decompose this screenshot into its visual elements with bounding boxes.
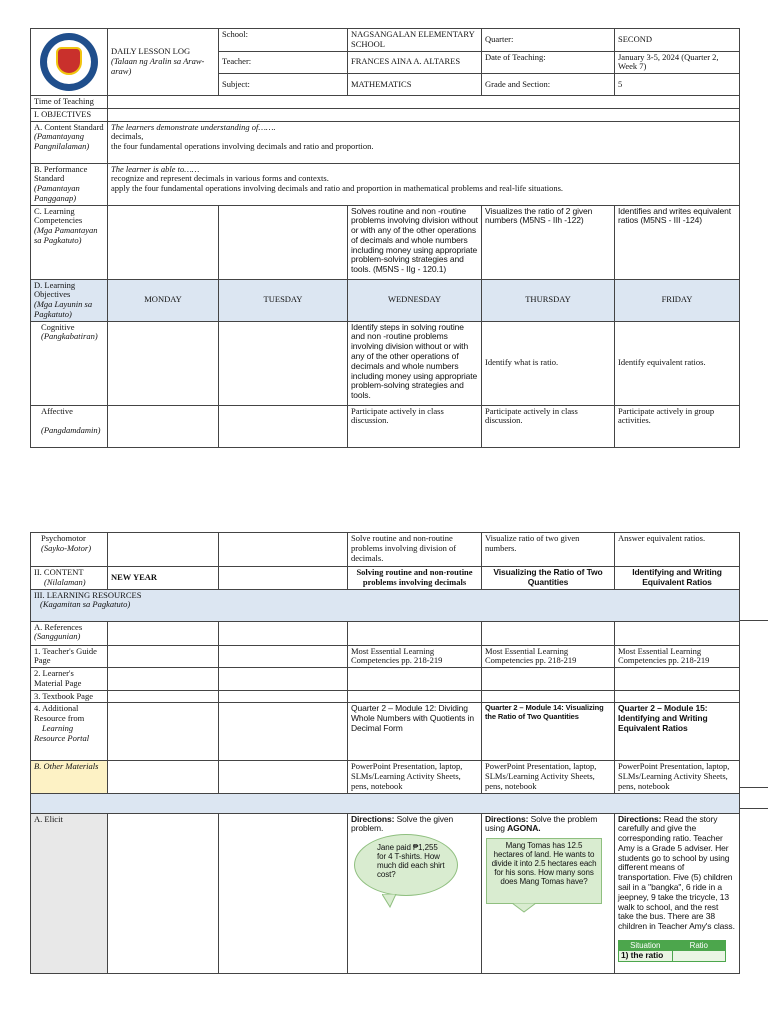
content-standard-label: A. Content Standard (Pamantayang Pangnilalaman) bbox=[31, 121, 108, 163]
psychomotor-friday: Answer equivalent ratios. bbox=[615, 533, 740, 567]
additional-resource-label: 4. Additional Resource from Learning Resource Portal bbox=[31, 703, 108, 761]
additional-resource-wednesday: Quarter 2 – Module 12: Dividing Whole Numbers with Quotients in Decimal Form bbox=[348, 703, 482, 761]
elicit-thursday: Directions: Solve the problem using AGONA. Mang Tomas has 12.5 hectares of land. He wants to divide it into 2.5 hectares each for his sons. How many sons does Mang Tomas have? bbox=[482, 813, 615, 973]
situation-header: Situation bbox=[619, 940, 673, 950]
teachers-guide-wednesday: Most Essential Learning Competencies pp. 218-219 bbox=[348, 645, 482, 668]
learners-material-label: 2. Learner's Material Page bbox=[31, 668, 108, 691]
quarter-value: SECOND bbox=[615, 29, 740, 52]
psychomotor-label: Psychomotor (Sayko-Motor) bbox=[31, 533, 108, 567]
day-tuesday: TUESDAY bbox=[219, 279, 348, 321]
textbook-label: 3. Textbook Page bbox=[31, 690, 108, 703]
psychomotor-wednesday: Solve routine and non-routine problems involving division of decimals. bbox=[348, 533, 482, 567]
learning-objectives-label: D. Learning Objectives (Mga Layunin sa Pagkatuto) bbox=[31, 279, 108, 321]
quarter-label: Quarter: bbox=[482, 29, 615, 52]
content-standard-value: The learners demonstrate understanding of……. decimals, the four fundamental operations involving decimals and ratio and proportion. bbox=[108, 121, 740, 163]
school-value: NAGSANGALAN ELEMENTARY SCHOOL bbox=[348, 29, 482, 52]
affective-wednesday: Participate actively in class discussion. bbox=[348, 405, 482, 447]
page-2-line-extension bbox=[739, 808, 768, 809]
date-value: January 3-5, 2024 (Quarter 2, Week 7) bbox=[615, 51, 740, 74]
cognitive-label: Cognitive (Pangkabatiran) bbox=[31, 321, 108, 405]
affective-thursday: Participate actively in class discussion. bbox=[482, 405, 615, 447]
elicit-friday: Directions: Read the story carefully and give the corresponding ratio. Teacher Amy is a Grade 5 adviser. Her students go to school by using different means of transportation. Five (5) children sail in a "bangka", 6 ride in a jeepney, 9 take the tricycle, 13 walk to school, and the rest take the bus. There are 38 children in Teacher Amy's class. Situation Ratio 1) the ratio bbox=[615, 813, 740, 973]
content-thursday: Visualizing the Ratio of Two Quantities bbox=[482, 567, 615, 590]
cognitive-friday: Identify equivalent ratios. bbox=[615, 321, 740, 405]
page-2-line-extension bbox=[739, 620, 768, 621]
deped-seal bbox=[31, 29, 108, 96]
learning-competencies-label: C. Learning Competencies (Mga Pamantayan sa Pagkatuto) bbox=[31, 205, 108, 279]
log-title: DAILY LESSON LOG bbox=[111, 46, 191, 57]
teachers-guide-label: 1. Teacher's Guide Page bbox=[31, 645, 108, 668]
affective-label: Affective (Pangdamdamin) bbox=[31, 405, 108, 447]
content-friday: Identifying and Writing Equivalent Ratios bbox=[615, 567, 740, 590]
learning-resources-header: III. LEARNING RESOURCES (Kagamitan sa Pagkatuto) bbox=[31, 589, 740, 621]
elicit-wednesday: Directions: Solve the given problem. Jane paid ₱1,255 for 4 T-shirts. How much did each shirt cost? bbox=[348, 813, 482, 973]
day-thursday: THURSDAY bbox=[482, 279, 615, 321]
elicit-wed-directions: Directions: bbox=[351, 813, 395, 824]
other-materials-wednesday: PowerPoint Presentation, laptop, SLMs/Learning Activity Sheets, pens, notebook bbox=[348, 761, 482, 793]
psychomotor-thursday: Visualize ratio of two given numbers. bbox=[482, 533, 615, 567]
page-2 bbox=[30, 532, 739, 974]
speech-bubble-thursday: Mang Tomas has 12.5 hectares of land. He wants to divide it into 2.5 hectares each for his sons. How many sons does Mang Tomas have? bbox=[486, 838, 602, 904]
teachers-guide-thursday: Most Essential Learning Competencies pp. 218-219 bbox=[482, 645, 615, 668]
log-subtitle: (Talaan ng Aralin sa Araw-araw) bbox=[111, 56, 205, 76]
day-friday: FRIDAY bbox=[615, 279, 740, 321]
log-title-cell bbox=[108, 29, 219, 96]
speech-bubble-wednesday: Jane paid ₱1,255 for 4 T-shirts. How much did each shirt cost? bbox=[354, 834, 458, 896]
page-2-line-extension bbox=[739, 787, 768, 788]
subject-value: MATHEMATICS bbox=[348, 74, 482, 96]
affective-friday: Participate actively in group activities. bbox=[615, 405, 740, 447]
content-label: II. CONTENT (Nilalaman) bbox=[31, 567, 108, 590]
situation-row-1: 1) the ratio bbox=[619, 951, 673, 962]
teacher-label: Teacher: bbox=[219, 51, 348, 74]
lc-friday: Identifies and writes equivalent ratios (M5NS - III -124) bbox=[615, 205, 740, 279]
day-wednesday: WEDNESDAY bbox=[348, 279, 482, 321]
lc-thursday: Visualizes the ratio of 2 given numbers (M5NS - IIh -122) bbox=[482, 205, 615, 279]
grade-label: Grade and Section: bbox=[482, 74, 615, 96]
additional-resource-thursday: Quarter 2 – Module 14: Visualizing the Ratio of Two Quantities bbox=[482, 703, 615, 761]
school-label: School: bbox=[219, 29, 348, 52]
lc-wednesday: Solves routine and non -routine problems involving division without or with any of the other operations of decimals and whole numbers including money using appropriate problem-solving strategies and tools. (M5NS - IIg - 120.1) bbox=[348, 205, 482, 279]
day-monday: MONDAY bbox=[108, 279, 219, 321]
lesson-log-table-page-1 bbox=[30, 28, 740, 448]
situation-ratio-table bbox=[618, 940, 726, 962]
callout-tail-icon bbox=[512, 903, 536, 913]
bubble-tail-icon bbox=[382, 894, 400, 908]
content-monday: NEW YEAR bbox=[108, 567, 219, 590]
teacher-value: FRANCES AINA A. ALTARES bbox=[348, 51, 482, 74]
other-materials-label: B. Other Materials bbox=[31, 761, 108, 793]
teachers-guide-friday: Most Essential Learning Competencies pp. 218-219 bbox=[615, 645, 740, 668]
grade-value: 5 bbox=[615, 74, 740, 96]
other-materials-thursday: PowerPoint Presentation, laptop, SLMs/Learning Activity Sheets, pens, notebook bbox=[482, 761, 615, 793]
cognitive-thursday: Identify what is ratio. bbox=[482, 321, 615, 405]
subject-label: Subject: bbox=[219, 74, 348, 96]
ratio-header: Ratio bbox=[672, 940, 726, 950]
page-1 bbox=[30, 28, 739, 448]
references-label: A. References (Sanggunian) bbox=[31, 621, 108, 645]
procedures-divider bbox=[31, 793, 740, 813]
content-wednesday: Solving routine and non-routine problems involving decimals bbox=[348, 567, 482, 590]
elicit-label: A. Elicit bbox=[31, 813, 108, 973]
cognitive-wednesday: Identify steps in solving routine and non -routine problems involving division without or with any of the other operations of decimals and whole numbers including money using appropriate problem-solving strategies and tools. bbox=[348, 321, 482, 405]
performance-standard-value: The learner is able to…… recognize and represent decimals in various forms and contexts. apply the four fundamental operations involving decimals and ratio and proportion in mathematical problems and real-life situations. bbox=[108, 163, 740, 205]
date-label: Date of Teaching: bbox=[482, 51, 615, 74]
additional-resource-friday: Quarter 2 – Module 15: Identifying and Writing Equivalent Ratios bbox=[615, 703, 740, 761]
time-label: Time of Teaching bbox=[31, 96, 108, 109]
other-materials-friday: PowerPoint Presentation, laptop, SLMs/Learning Activity Sheets, pens, notebook bbox=[615, 761, 740, 793]
objectives-label: I. OBJECTIVES bbox=[31, 108, 108, 121]
lesson-log-table-page-2 bbox=[30, 532, 740, 974]
performance-standard-label: B. Performance Standard (Pamantayan Pangganap) bbox=[31, 163, 108, 205]
